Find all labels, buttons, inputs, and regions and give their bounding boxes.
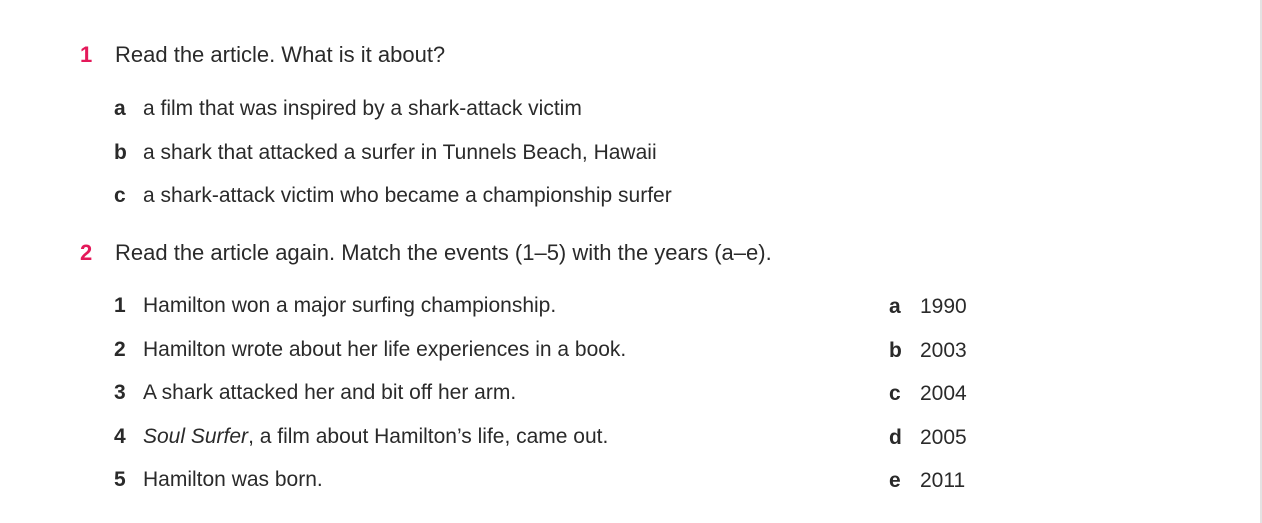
year-value: 2004 — [920, 382, 967, 405]
event-text: Hamilton wrote about her life experiences in a book. — [143, 338, 627, 361]
option-text: a shark-attack victim who became a championship surfer — [143, 184, 672, 207]
option-text: a film that was inspired by a shark-attack victim — [143, 97, 582, 120]
exercise-1-option-b — [114, 140, 657, 166]
event-item-3 — [114, 380, 516, 406]
year-item-c — [889, 381, 967, 407]
year-item-b — [889, 338, 967, 364]
exercise-2-heading — [80, 240, 772, 266]
event-number: 3 — [114, 381, 126, 404]
exercise-2-instruction: Read the article again. Match the events (1–5) with the years (a–e). — [115, 240, 772, 265]
year-item-a — [889, 294, 967, 320]
year-letter: c — [889, 382, 901, 405]
year-item-e — [889, 468, 965, 494]
exercise-1-instruction: Read the article. What is it about? — [115, 42, 446, 67]
event-number: 5 — [114, 468, 126, 491]
option-letter: b — [114, 141, 127, 164]
option-text: a shark that attacked a surfer in Tunnels Beach, Hawaii — [143, 141, 657, 164]
year-item-d — [889, 425, 967, 451]
event-item-5 — [114, 467, 323, 493]
film-title: Soul Surfer — [143, 425, 249, 448]
event-number: 2 — [114, 338, 126, 361]
option-letter: a — [114, 97, 126, 120]
year-value: 2011 — [920, 469, 966, 492]
year-value: 1990 — [920, 295, 967, 318]
exercise-2-number: 2 — [80, 240, 93, 265]
year-letter: d — [889, 426, 902, 449]
event-text: Hamilton was born. — [143, 468, 323, 491]
event-item-4 — [114, 424, 608, 450]
event-text: Hamilton won a major surfing championship. — [143, 294, 557, 317]
event-item-2 — [114, 337, 626, 363]
year-letter: a — [889, 295, 901, 318]
year-value: 2003 — [920, 339, 967, 362]
event-text: , a film about Hamilton’s life, came out. — [248, 425, 609, 448]
event-number: 4 — [114, 425, 126, 448]
year-letter: b — [889, 339, 902, 362]
year-value: 2005 — [920, 426, 967, 449]
exercise-1-option-c — [114, 183, 672, 209]
year-letter: e — [889, 469, 901, 492]
option-letter: c — [114, 184, 126, 207]
exercise-1-number: 1 — [80, 42, 93, 67]
event-item-1 — [114, 293, 556, 319]
event-number: 1 — [114, 294, 126, 317]
exercise-1-option-a — [114, 96, 582, 122]
event-text: A shark attacked her and bit off her arm. — [143, 381, 517, 404]
exercise-1-heading — [80, 42, 445, 68]
